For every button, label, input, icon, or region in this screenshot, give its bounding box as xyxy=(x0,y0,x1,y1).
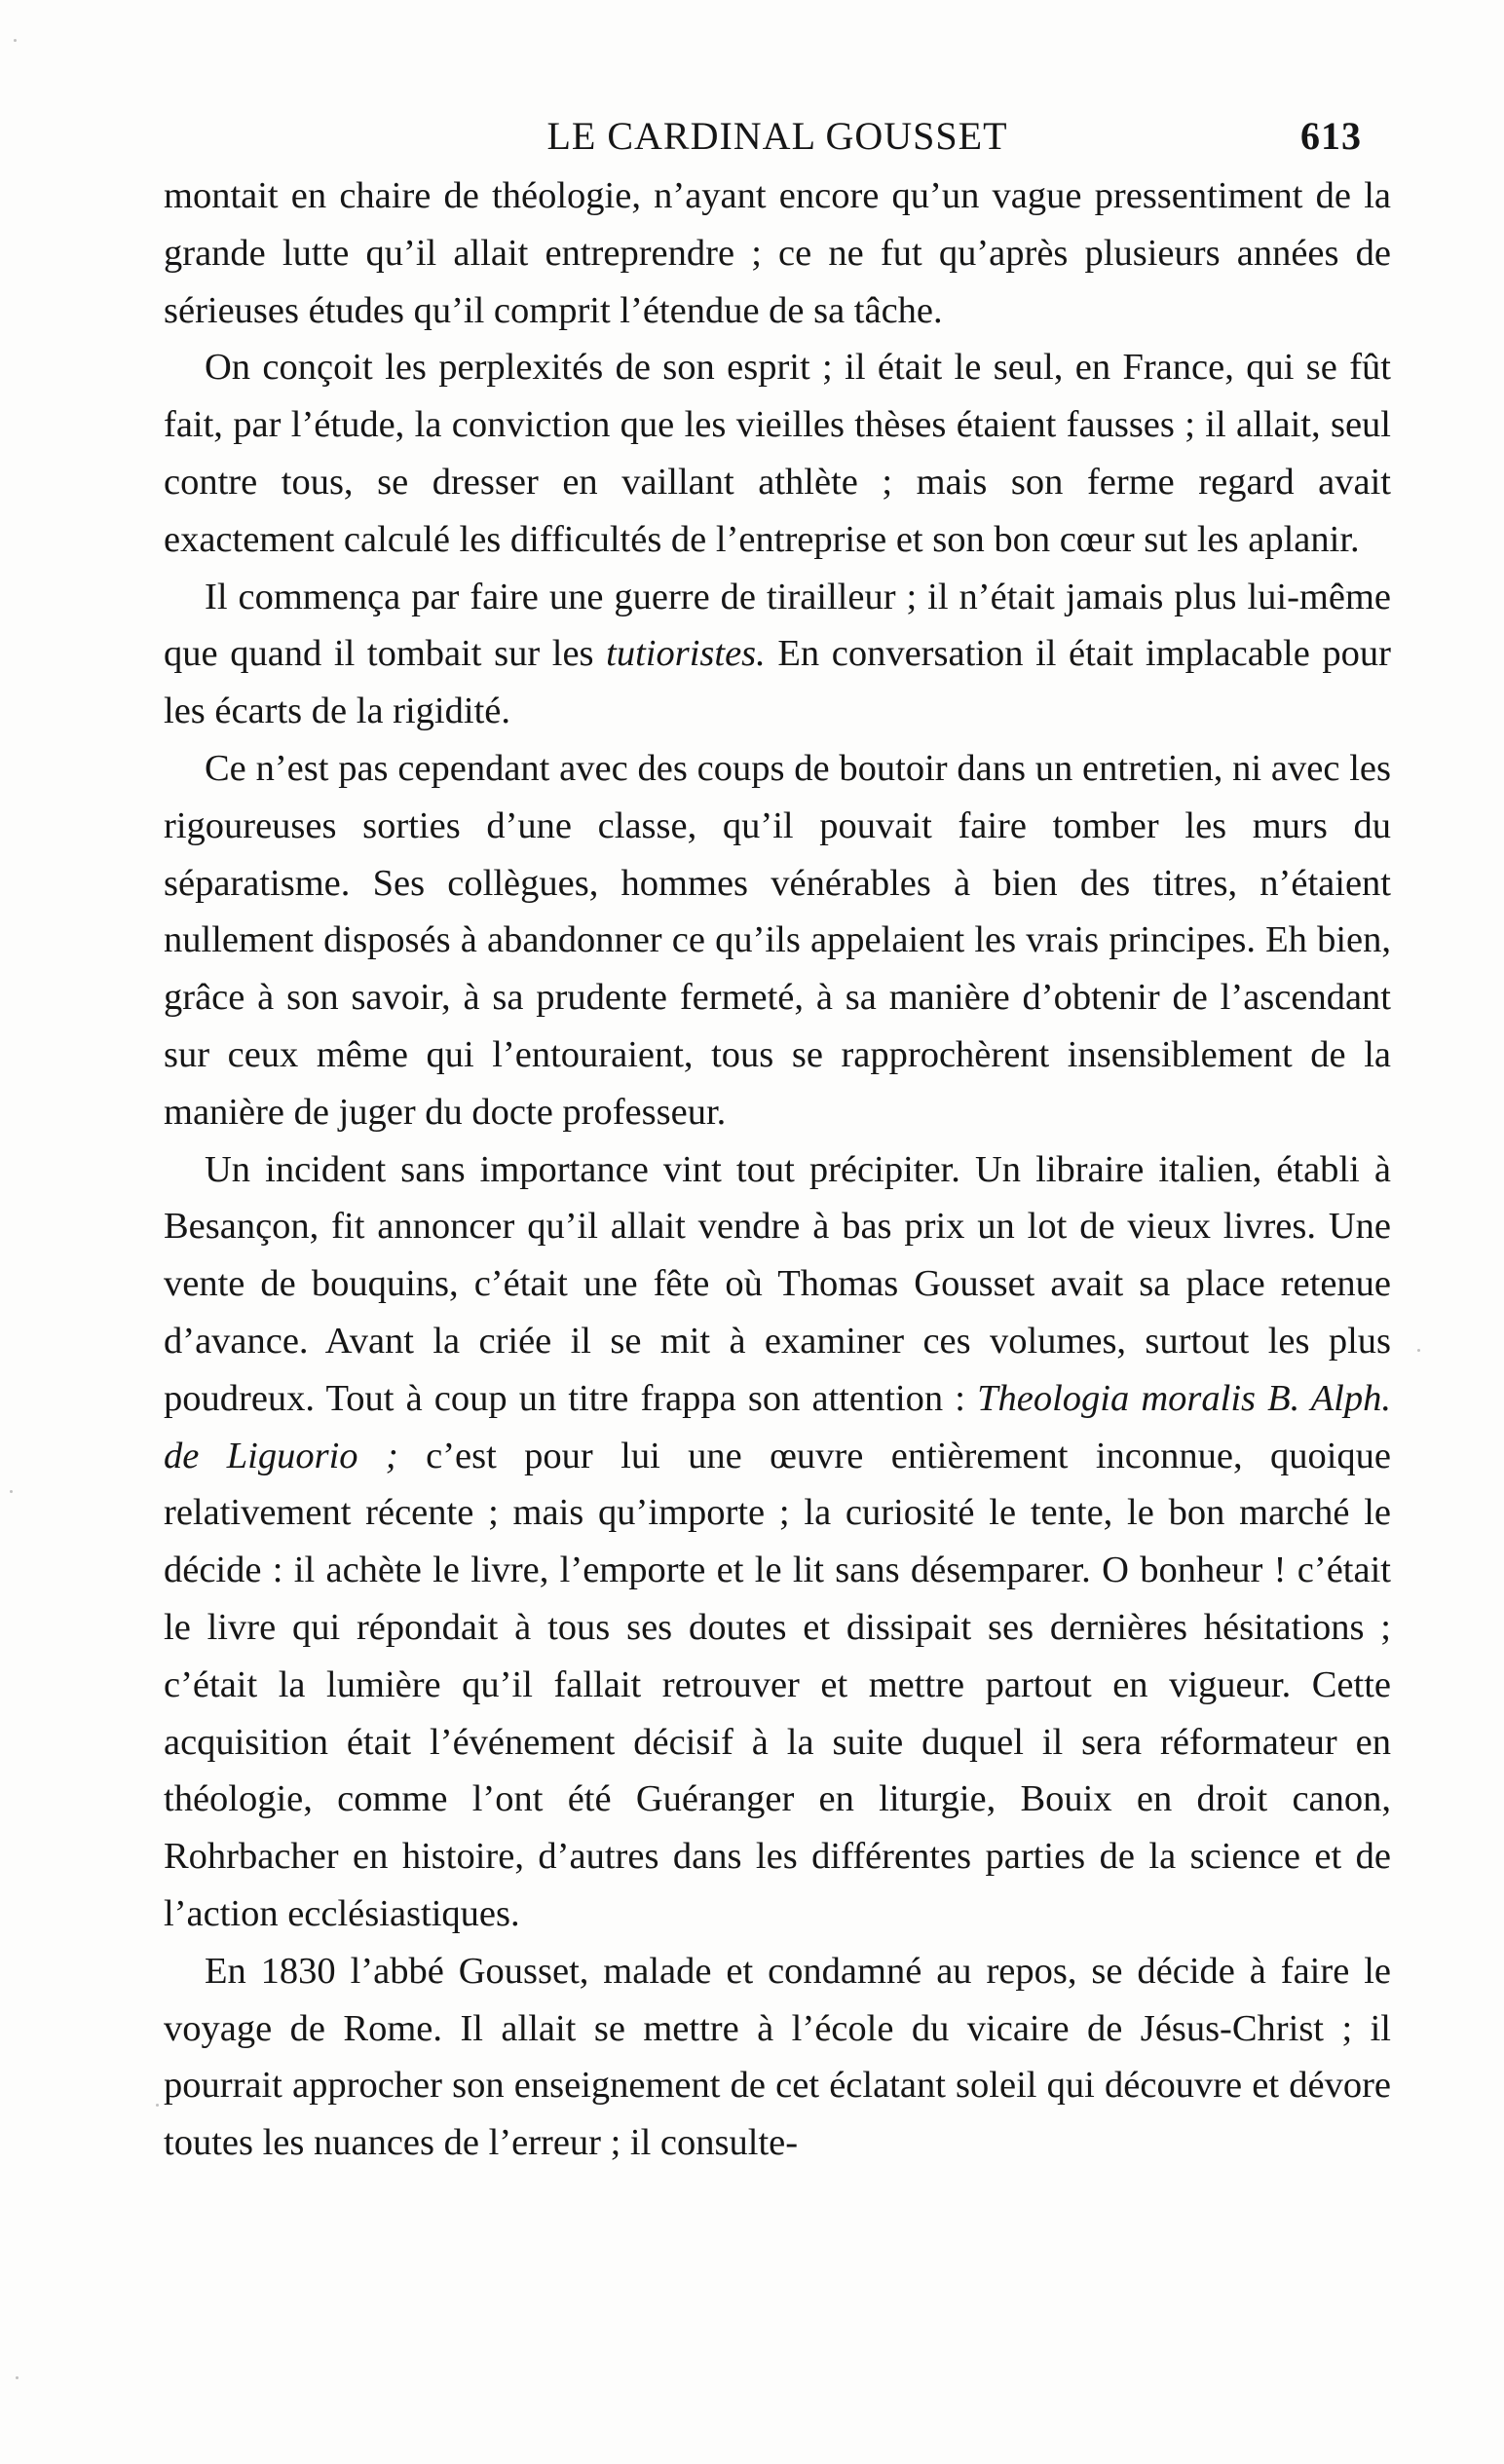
italic-book-title: Theologia moralis B. Alph. de Liguorio ; xyxy=(164,1377,1392,1476)
paragraph-5-text-start: Un incident sans importance vint tout précipiter. Un libraire italien, établi à Besançon, fit annoncer qu’il allait vendre à bas prix un lot de vieux livres. Une vente de bouquins, c’était une fête où Thomas Gousset avait sa place retenue d’avance. Avant la criée il se mit à examiner ces volumes, surtout les plus poudreux. Tout à coup un titre frappa son attention : xyxy=(164,1148,1391,1419)
paragraph-4: Ce n’est pas cependant avec des coups de boutoir dans un entretien, ni avec les rigoureuses sorties d’une classe, qu’il pouvait faire tomber les murs du séparatisme. Ses collègues, hommes vénérables à bien des titres, n’étaient nullement disposés à abandonner ce qu’ils appelaient les vrais principes. Eh bien, grâce à son savoir, à sa prudente fermeté, à sa manière d’obtenir de l’ascendant sur ceux même qui l’entouraient, tous se rapprochèrent insensiblement de la manière de juger du docte professeur. xyxy=(164,747,1391,1133)
body-text xyxy=(164,168,1391,2172)
paragraph-5-text-end: c’est pour lui une œuvre entièrement inconnue, quoique relativement récente ; mais qu’importe ; la curiosité le tente, le bon marché le décide : il achète le livre, l’emporte et le lit sans désemparer. O bonheur ! c’était le livre qui répondait à tous ses doutes et dissipait ses dernières hésitations ; c’était la lumière qu’il fallait retrouver et mettre partout en vigueur. Cette acquisition était l’événement décisif à la suite duquel il sera réformateur en théologie, comme l’ont été Guéranger en liturgie, Bouix en droit canon, Rohrbacher en histoire, d’autres dans les différentes parties de la science et de l’action ecclésiastiques. xyxy=(164,1435,1391,1934)
running-header xyxy=(164,97,1391,168)
scan-speck xyxy=(16,2376,19,2379)
italic-term-tutioristes: tutioristes. xyxy=(606,633,766,675)
running-title: LE CARDINAL GOUSSET xyxy=(546,114,1008,158)
paragraph-3-text-start: Il commença par faire une guerre de tirailleur ; il n’était jamais plus lui-même que quand il tombait sur les xyxy=(164,576,1391,675)
paragraph-5 xyxy=(164,1141,1391,1943)
scan-speck xyxy=(156,2104,159,2107)
paragraph-3-text-end: En conversation il était implacable pour les écarts de la rigidité. xyxy=(164,633,1391,732)
paragraph-6: En 1830 l’abbé Gousset, malade et condamné au repos, se décide à faire le voyage de Rome. Il allait se mettre à l’école du vicaire de Jésus-Christ ; il pourrait approcher son enseignement de cet éclatant soleil qui découvre et dévore toutes les nuances de l’erreur ; il consulte- xyxy=(164,1950,1391,2164)
page-text-block xyxy=(164,97,1391,2172)
paragraph-3 xyxy=(164,569,1391,740)
page-number: 613 xyxy=(1300,114,1362,158)
scan-speck xyxy=(1417,1349,1420,1352)
paragraph-2: On conçoit les perplexités de son esprit ; il était le seul, en France, qui se fût fait, par l’étude, la conviction que les vieilles thèses étaient fausses ; il allait, seul contre tous, se dresser en vaillant athlète ; mais son ferme regard avait exactement calculé les difficultés de l’entreprise et son bon cœur sut les aplanir. xyxy=(164,347,1391,560)
scan-speck xyxy=(10,1490,13,1493)
paragraph-1: montait en chaire de théologie, n’ayant encore qu’un vague pressentiment de la grande lutte qu’il allait entreprendre ; ce ne fut qu’après plusieurs années de sérieuses études qu’il comprit l’étendue de sa tâche. xyxy=(164,175,1391,331)
scan-speck xyxy=(14,39,17,42)
